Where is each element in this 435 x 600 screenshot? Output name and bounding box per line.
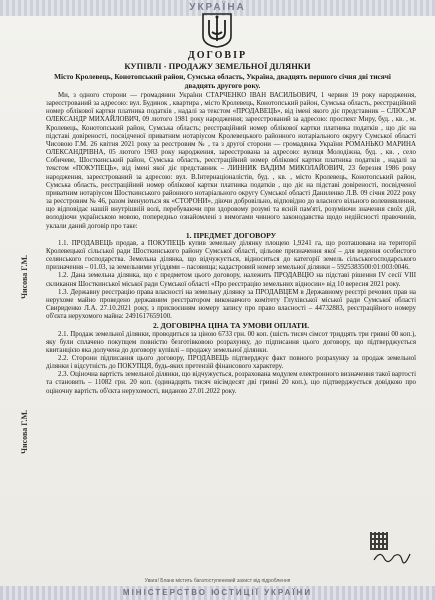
clause-2-3: 2.3. Оціночна вартість земельної ділянки, що відчужується, розрахована модулем електронного визначення такої вартості та становить – 11082 грн. 20 коп. (одинадцять тисяч вісімдесят дві гривні 20 коп.), що підтверджується довідкою про оціночну вартість об'єкта нерухомості, виданою 27.01.2022 року. xyxy=(46,371,416,395)
clause-1-1: 1.1. ПРОДАВЕЦЬ продав, а ПОКУПЕЦЬ купив земельну ділянку площею 1,9241 га, що розташована на території Кролевецької сільської ради Шосткинського району Сумської області, цільове призначення якої – для ведення особистого селянського господарства. Земельна ділянка, що відчужується, відноситься до категорії земель сільськогосподарського призначення – 01.03, за земельними угіддями – пасовища; кадастровий номер земельної ділянки – 5925383500:01:003:0046. xyxy=(46,239,416,272)
section-2-heading: 2. ДОГОВІРНА ЦІНА ТА УМОВИ ОПЛАТИ. xyxy=(152,321,310,331)
document-title: ДОГОВІР xyxy=(187,50,248,61)
parties-paragraph: Ми, з одного сторони — громадянин України СТАРЧЕНКО ІВАН ВАСИЛЬОВИЧ, 1 червня 19 року народження, зареєстрований за адресою: вул. Будинок , квартира , місто Кролевець, Конотопський район, Сумська область, реєстраційний номер облікової картки платника податків , надалі за текстом «ПРОДАВЕЦЬ», від імені якого діє представник – СЛЮСАР ОЛЕКСАНДР МИХАЙЛОВИЧ, 09 лютого 1981 року народження; зареєстрований за адресою: проспект Миру, буд. , кв. , м. Кролевець, Конотопський район, Сумська область; реєстраційний номер облікової картки платника податків , що діє на підставі довіреності, посвідченої приватним нотаріусом Кролевецького районного нотаріального округу Сумської області Чисовою Г.М. 26 квітня 2021 року за реєстровим № , та з другої сторони — громадянка України РОМАНЬКО МАРИНА ОЛЕКСАНДРІВНА, 05 лютого 1983 року народження, зареєстрована за адресою: вулиця Молодіжна, буд. , кв. , село Собичеве, Шосткинський район, Сумська область, реєстраційний номер облікової картки платника податків , надалі за текстом «ПОКУПЕЦЬ», від імені якої діє представник – ЛИННИК ВАДИМ МИКОЛАЙОВИЧ, 23 березня 1986 року народження, зареєстрований за адресою: вул. В.Інтернаціоналістів, буд. , кв. , місто Кролевець, Конотопський район, Сумська область, реєстраційний номер облікової картки платника податків , що діє на підставі довіреності, посвідченої приватним нотаріусом Шосткинського районного нотаріального округу Сумської області Даниленко Л.В. 09 січня 2022 року за реєстровим № 46, разом іменуються як «СТОРОНИ», діючи добровільно, відповідно до власного вільного волевиявлення, що відповідає нашій внутрішній волі, перебуваючи при здоровому розумі та ясній пам'яті, розуміючи значення своїх дій, володіючи українською мовою, попередньо ознайомлені з вимогами чинного законодавства щодо недійсності правочинів, уклали даний договір про таке: xyxy=(46,92,416,230)
coat-of-arms-icon xyxy=(200,12,234,48)
band-text: УКРАЇНА xyxy=(189,2,246,13)
clause-1-2: 1.2. Дана земельна ділянка, що є предметом цього договору, належить ПРОДАВЦЮ на підставі рішення IV сесії VIII скликання Шосткинської міської ради Сумської області «Про реєстрацію земельних відносин» від 10 вересня 2021 року. xyxy=(46,272,416,288)
ministry-band-text: МІНІСТЕРСТВО ЮСТИЦІЇ УКРАЇНИ xyxy=(122,588,313,597)
document-subtitle: КУПІВЛІ - ПРОДАЖУ ЗЕМЕЛЬНОЇ ДІЛЯНКИ xyxy=(124,61,311,71)
clause-2-1: 2.1. Продаж земельної ділянки, проводиться за ціною 6733 грн. 00 коп. (шість тисяч сімсот тридцять три гривні 00 коп.), яку були сплачено покупцем повністю безготівковою розрахунку, до підписання цього договору, що підтверджується квитанцією яка долучена до договору купівлі – продажу земельної ділянки. xyxy=(46,330,416,354)
margin-stamp-note-2: Чисова Г.М. xyxy=(20,410,29,454)
security-note: Увага! Бланк містить багатоступеневий захист від підроблення xyxy=(144,578,291,584)
section-1-heading: 1. ПРЕДМЕТ ДОГОВОРУ xyxy=(185,230,277,240)
contract-body xyxy=(46,92,416,396)
clause-1-3: 1.3. Державну реєстрацію права власності на земельну ділянку за ПРОДАВЦЕМ в Державному реєстрі речових прав на нерухоме майно проведено державним реєстратором виконавчого комітету Глухівської міської ради Сумської області Свириденко Л.А. 27.10.2021 року, з присвоєнням номеру запису про право власності – 44732883, реєстраційного номеру об'єкта нерухомого майна: 2491617659100. xyxy=(46,288,416,321)
signature-icon xyxy=(372,548,412,566)
place-date-line: Місто Кролевець, Конотопський район, Сумська область, Україна, двадцять першого січня дві тисячі двадцять другого року. xyxy=(54,72,391,90)
margin-stamp-note: Чисова Г.М. xyxy=(20,255,29,299)
clause-2-2: 2.2. Сторони підписання цього договору, ПРОДАВЕЦЬ підтверджує факт повного розрахунку за продаж земельної ділянки і відсутність до ПОКУПЦЯ, будь-яких претензій фінансового характеру. xyxy=(46,355,416,371)
